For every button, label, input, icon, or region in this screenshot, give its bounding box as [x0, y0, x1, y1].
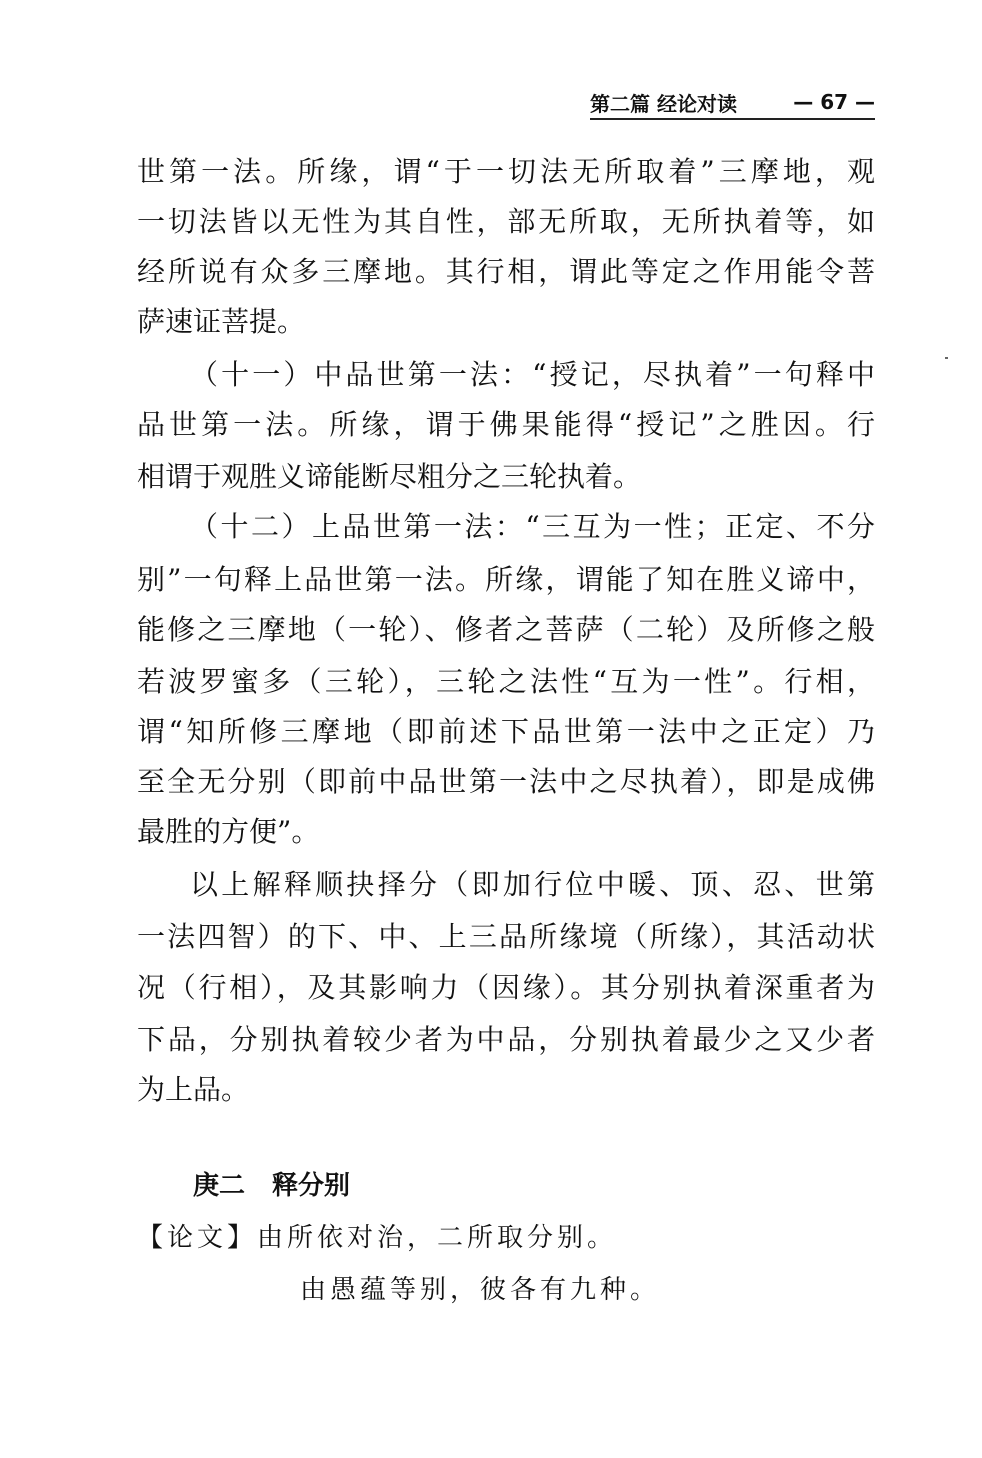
- text-line: 若波罗蜜多（三轮），三轮之法性“互为一性”。行相，: [137, 665, 875, 698]
- text-line: 世第一法。所缘，谓“于一切法无所取着”三摩地，观: [137, 155, 875, 188]
- text-line: 经所说有众多三摩地。其行相，谓此等定之作用能令菩: [137, 255, 875, 288]
- scan-speck: [945, 357, 948, 359]
- text-line: 品世第一法。所缘，谓于佛果能得“授记”之胜因。行: [137, 408, 875, 441]
- text-line: 一切法皆以无性为其自性，部无所取，无所执着等，如: [137, 205, 875, 238]
- text-line: 谓“知所修三摩地（即前述下品世第一法中之正定）乃: [137, 715, 875, 748]
- text-line: 最胜的方便”。: [137, 815, 320, 848]
- text-line: 下品，分别执着较少者为中品，分别执着最少之又少者: [137, 1023, 875, 1056]
- text-line: 萨速证菩提。: [137, 305, 306, 338]
- page-number: — 67 —: [793, 90, 875, 114]
- text-line: 一法四智）的下、中、上三品所缘境（所缘），其活动状: [137, 920, 875, 953]
- text-line: 能修之三摩地（一轮）、修者之菩萨（二轮）及所修之般: [137, 613, 875, 646]
- text-line: 以上解释顺抉择分（即加行位中暖、顶、忍、世第: [190, 868, 875, 901]
- section-heading: 庚二 释分别: [193, 1171, 351, 1201]
- header-section-title: 第二篇 经论对读: [590, 91, 737, 116]
- text-line: （十二）上品世第一法：“三互为一性；正定、不分: [190, 510, 875, 543]
- verse-label: 【论文】: [137, 1223, 258, 1253]
- text-line: 为上品。: [137, 1073, 250, 1106]
- verse-line-1: [137, 1220, 617, 1256]
- verse-text-2: 由愚蕴等别，彼各有九种。: [300, 1275, 661, 1305]
- text-line: （十一）中品世第一法：“授记，尽执着”一句释中: [190, 358, 875, 391]
- verse-text-1: 由所依对治，二所取分别。: [257, 1223, 618, 1253]
- text-line: 况（行相），及其影响力（因缘）。其分别执着深重者为: [137, 971, 875, 1004]
- text-line: 相谓于观胜义谛能断尽粗分之三轮执着。: [137, 460, 642, 493]
- text-line: 别”一句释上品世第一法。所缘，谓能了知在胜义谛中，: [137, 563, 875, 596]
- verse-line-2: [300, 1272, 660, 1308]
- text-line: 至全无分别（即前中品世第一法中之尽执着），即是成佛: [137, 765, 875, 798]
- running-header: [590, 86, 875, 120]
